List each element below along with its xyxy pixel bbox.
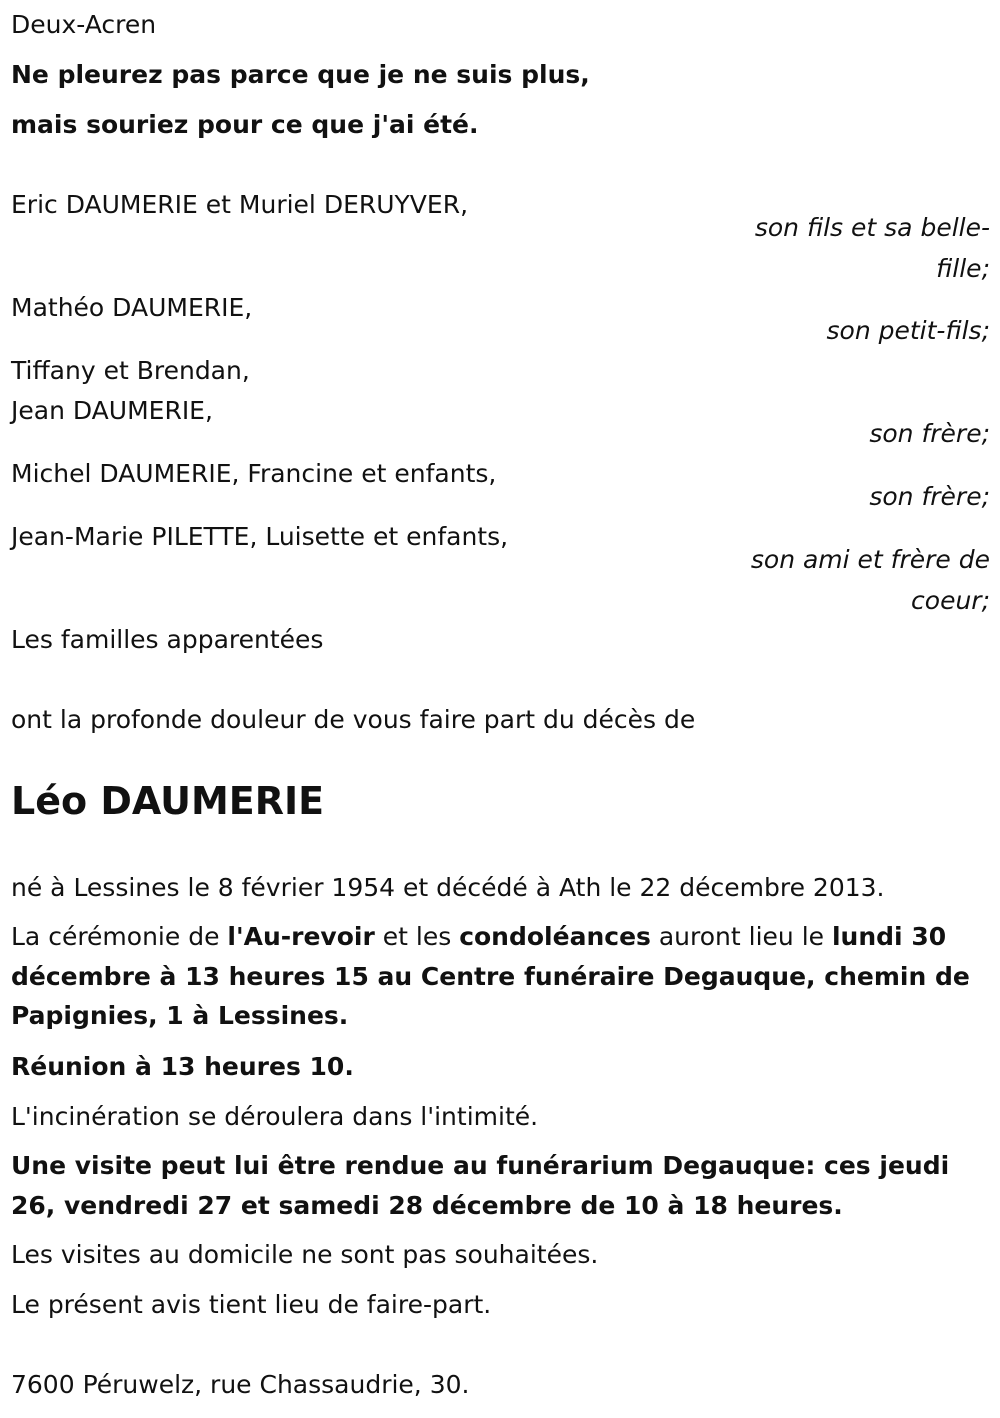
family-name-5: Michel DAUMERIE, Francine et enfants, [11,459,497,488]
reunion: Réunion à 13 heures 10. [11,1052,354,1081]
location: Deux-Acren [11,10,157,39]
ceremony-bold-2: condoléances [459,922,651,951]
family-relation-1b: fille; [936,254,990,283]
ceremony-text-1: La cérémonie de [11,922,228,951]
family-name-4: Jean DAUMERIE, [11,396,213,425]
no-home-visits: Les visites au domicile ne sont pas souhaitées. [11,1240,599,1269]
incineration: L'incinération se déroulera dans l'intimité. [11,1102,539,1131]
birth-death: né à Lessines le 8 février 1954 et décédé à Ath le 22 décembre 2013. [11,873,885,902]
family-relation-6b: coeur; [911,586,990,615]
address: 7600 Péruwelz, rue Chassaudrie, 30. [11,1370,470,1399]
ceremony-bold-3: lundi 30 décembre à 13 heures 15 au Centre funéraire Degauque, chemin de Papignies, 1 à Lessines. [11,922,970,1030]
family-name-3: Tiffany et Brendan, [11,356,250,385]
quote-line-1: Ne pleurez pas parce que je ne suis plus, [11,60,590,89]
family-relation-2: son petit-fils; [826,316,990,345]
family-name-2: Mathéo DAUMERIE, [11,293,253,322]
ceremony-text-3: auront lieu le [650,922,832,951]
family-relation-4: son frère; [869,419,990,448]
family-relation-5: son frère; [869,482,990,511]
family-relation-1a: son fils et sa belle- [754,213,990,242]
ceremony-text-2: et les [374,922,460,951]
deceased-name: Léo DAUMERIE [11,779,325,823]
family-name-6: Jean-Marie PILETTE, Luisette et enfants, [11,522,509,551]
ceremony-paragraph [11,917,986,1036]
family-name-7: Les familles apparentées [11,625,324,654]
quote-line-2: mais souriez pour ce que j'ai été. [11,110,479,139]
family-relation-6a: son ami et frère de [750,545,990,574]
visit-info: Une visite peut lui être rendue au funérarium Degauque: ces jeudi 26, vendredi 27 et samedi 28 décembre de 10 à 18 heures. [11,1151,950,1220]
notice: Le présent avis tient lieu de faire-part. [11,1290,492,1319]
announcement: ont la profonde douleur de vous faire part du décès de [11,705,696,734]
ceremony-bold-1: l'Au-revoir [227,922,375,951]
family-name-1: Eric DAUMERIE et Muriel DERUYVER, [11,190,469,219]
